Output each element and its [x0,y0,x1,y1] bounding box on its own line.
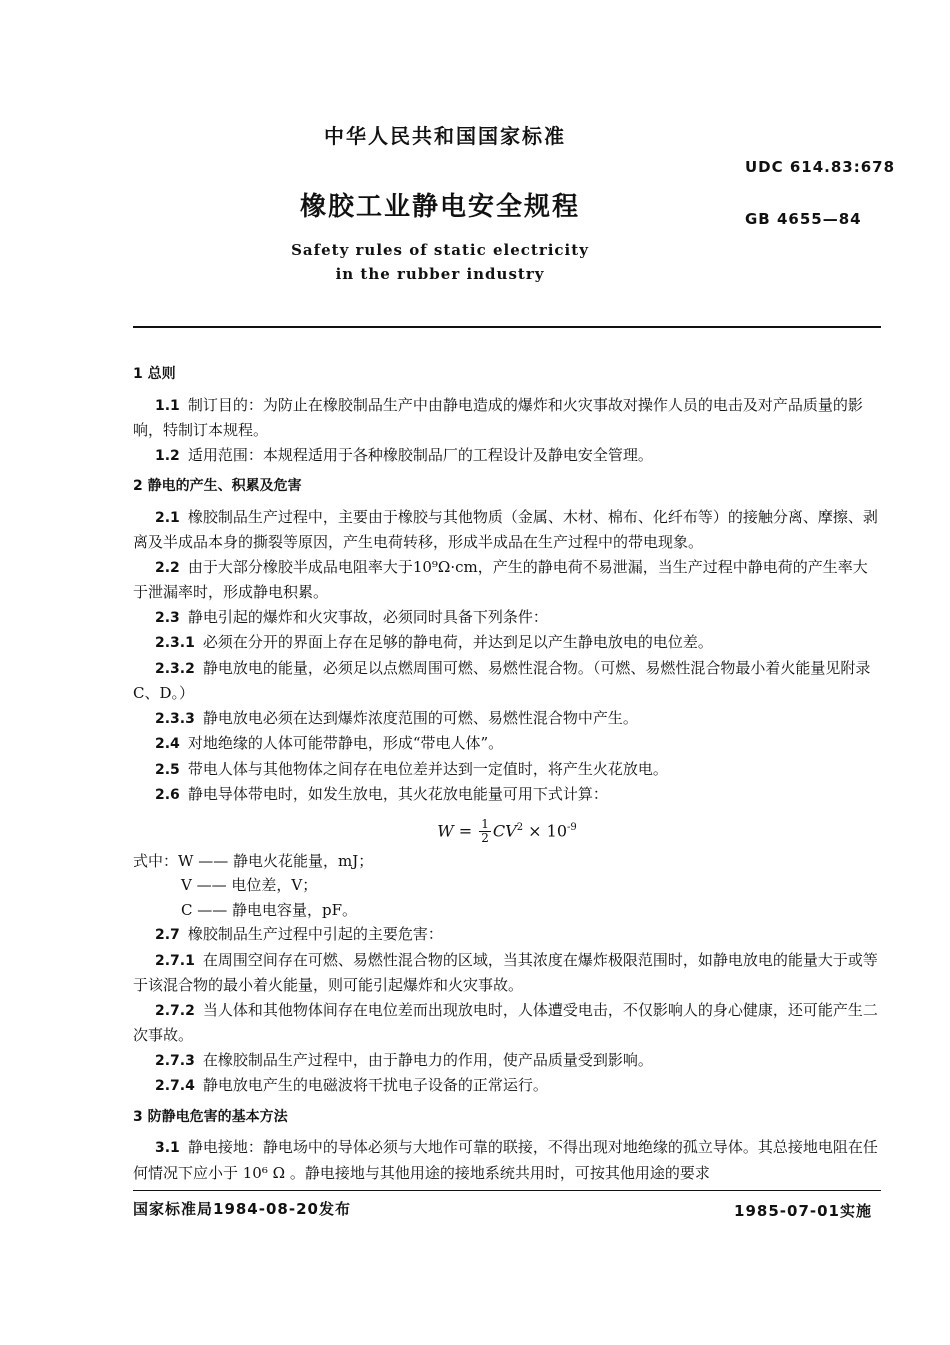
fraction-denominator: 2 [481,830,489,845]
fraction-numerator: 1 [481,816,489,831]
clause-text: 对地绝缘的人体可能带静电，形成“带电人体”。 [187,734,504,752]
effective-date: 1985-07-01实施 [734,1202,872,1220]
formula-times: × 10 [528,820,568,840]
clause-2-7-2 [133,998,881,1048]
issuing-org: 中华人民共和国国家标准 [324,124,566,148]
formula-cv: CV [492,820,517,840]
header-divider [133,326,881,328]
section-1-heading: 1 总则 [133,366,176,382]
clause-number: 2.7 [155,927,180,944]
udc-code: UDC 614.83:678 [745,158,896,176]
formula-exponent-2: -9 [567,821,577,833]
clause-text: 静电接地：静电场中的导体必须与大地作可靠的联接，不得出现对地绝缘的孤立导体。其总接地电阻在任何情况下应小于 10⁶ Ω 。静电接地与其他用途的接地系统共用时，可按其他用途的要求 [133,1138,878,1182]
formula-exponent: 2 [516,821,524,833]
clause-text: 橡胶制品生产过程中，主要由于橡胶与其他物质（金属、木材、棉布、化纤布等）的接触分离、摩擦、剥离及半成品本身的撕裂等原因，产生电荷转移，形成半成品在生产过程中的带电现象。 [133,507,878,551]
clause-text: 静电放电的能量，必须足以点燃周围可燃、易燃性混合物。（可燃、易燃性混合物最小着火能量见附录C、D。） [133,658,871,702]
clause-number: 2.3.2 [155,660,195,677]
clause-number: 1.2 [155,447,180,464]
issue-date: 国家标准局1984-08-20发布 [133,1200,351,1218]
variable-v: V —— 电位差，V； [181,876,318,895]
clause-2-3-2 [133,656,881,706]
clause-2-7 [133,922,881,948]
section-2-heading: 2 静电的产生、积累及危害 [133,478,302,494]
formula-fraction [479,818,491,845]
clause-2-7-1 [133,948,881,998]
clause-text: 静电放电必须在达到爆炸浓度范围的可燃、易燃性混合物中产生。 [202,708,638,727]
clause-2-2 [133,555,881,605]
clause-3-1 [133,1135,881,1185]
clause-number: 2.6 [155,787,180,803]
clause-number: 2.3.3 [155,710,195,727]
clause-text: 必须在分开的界面上存在足够的静电荷，并达到足以产生静电放电的电位差。 [202,633,713,651]
gb-number: GB 4655—84 [745,210,862,228]
clause-text: 由于大部分橡胶半成品电阻率大于10⁹Ω·cm，产生的静电荷不易泄漏，当生产过程中静电荷的产生率大于泄漏率时，形成静电积累。 [133,557,868,601]
clause-text: 在周围空间存在可燃、易燃性混合物的区域，当其浓度在爆炸极限范围时，如静电放电的能量大于或等于该混合物的最小着火能量，则可能引起爆炸和火灾事故。 [133,950,878,995]
section-3-heading: 3 防静电危害的基本方法 [133,1108,288,1125]
clause-number: 2.4 [155,736,180,752]
clause-text: 制订目的：为防止在橡胶制品生产中由静电造成的爆炸和火灾事故对操作人员的电击及对产品质量的影响，特制订本规程。 [133,395,863,439]
clause-number: 2.7.2 [155,1002,195,1019]
var-w-text: W —— 静电火花能量，mJ； [178,851,374,870]
clause-number: 2.7.4 [155,1078,195,1095]
clause-number: 2.3.1 [155,635,195,651]
variable-definitions [133,849,881,923]
energy-formula [133,816,881,845]
clause-1-1 [133,393,881,443]
clause-2-6 [133,782,881,808]
clause-text: 静电导体带电时，如发生放电，其火花放电能量可用下式计算： [187,785,608,803]
variable-c: C —— 静电电容量，pF。 [181,900,358,919]
english-title-line-2: in the rubber industry [335,265,545,283]
clause-1-2 [133,443,881,469]
clause-text: 当人体和其他物体间存在电位差而出现放电时，人体遭受电击，不仅影响人的身心健康，还可能产生二次事故。 [133,1000,878,1045]
clause-number: 2.3 [155,609,180,626]
clause-number: 2.2 [155,559,180,576]
clause-text: 带电人体与其他物体之间存在电位差并达到一定值时，将产生火花放电。 [187,759,668,778]
english-title-line-1: Safety rules of static electricity [291,241,589,259]
clause-text: 在橡胶制品生产过程中，由于静电力的作用，使产品质量受到影响。 [202,1050,653,1069]
clause-2-5 [133,757,881,783]
clause-number: 2.7.1 [155,952,195,969]
clause-text: 橡胶制品生产过程中引起的主要危害： [187,925,443,944]
clause-number: 2.5 [155,761,180,778]
clause-text: 静电引起的爆炸和火灾事故，必须同时具备下列条件： [187,607,548,626]
document-body [133,356,881,1185]
clause-2-1 [133,505,881,555]
clause-2-3-3 [133,706,881,732]
document-title: 橡胶工业静电安全规程 [299,192,580,222]
clause-2-3-1 [133,630,881,656]
var-intro: 式中： [133,851,179,870]
clause-number: 3.1 [155,1140,180,1157]
clause-2-4 [133,731,881,757]
clause-number: 2.7.3 [155,1052,195,1069]
formula-lhs: W = [437,820,473,840]
footer-divider [133,1190,881,1191]
clause-2-7-4 [133,1073,881,1099]
clause-2-7-3 [133,1048,881,1074]
clause-text: 适用范围：本规程适用于各种橡胶制品厂的工程设计及静电安全管理。 [187,445,653,464]
variable-w [133,849,881,874]
clause-number: 2.1 [155,509,180,526]
clause-number: 1.1 [155,397,180,414]
clause-2-3 [133,605,881,631]
clause-text: 静电放电产生的电磁波将干扰电子设备的正常运行。 [202,1076,548,1095]
